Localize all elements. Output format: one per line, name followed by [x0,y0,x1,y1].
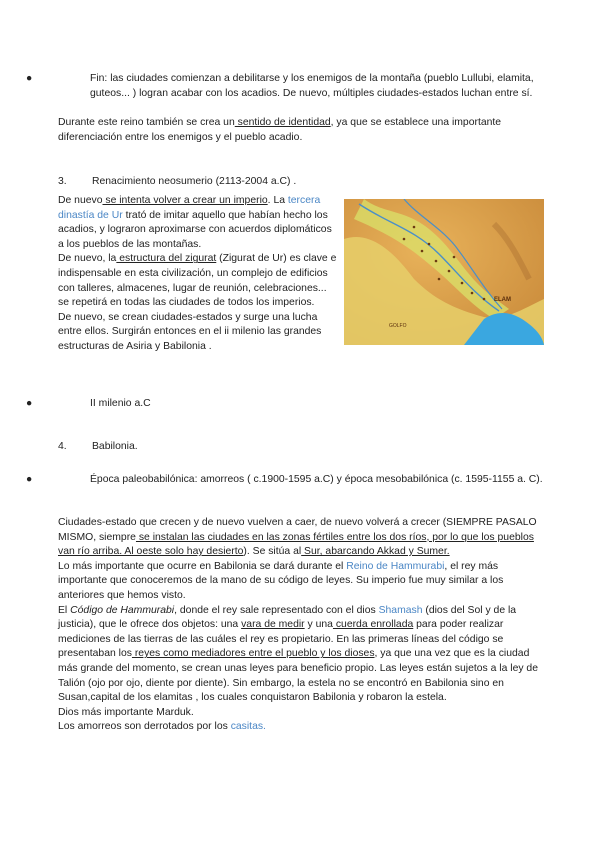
milenio-bullet [26,397,570,412]
section-4-heading [58,440,538,455]
fin-bullet [26,72,570,101]
identidad-paragraph [58,116,538,145]
map-svg [344,199,544,345]
cod-s6: , ya que una vez que es la ciudad más grande del momento, se crean unas leyes para beneficio propio. Las leyes están sujetos a la ley de Talión (ojo por ojo, diente por diente). Sin embargo, la estela no se encontró en Babilonia sino en Susan,capital de los elamitas , los cuales conquistaron Babilonia y robaron la estela. [58,648,538,704]
bullet-icon: ● [26,398,33,409]
neo-s4: De nuevo, la [58,253,117,265]
cod-italic: Código de Hammurabi [70,604,175,616]
neo-s3: trató de imitar aquello que habían hecho los acadios, y lograron aproximarse con acuerdos diplomáticos a los pueblos de las montañas. [58,209,332,250]
babilonia-text [58,516,538,735]
section-3-heading [58,175,538,190]
bullet-icon: ● [26,73,33,84]
identidad-pre: Durante este reino también se crea un [58,117,235,128]
reino-hammurabi-link[interactable]: Reino de Hammurabi [346,560,445,572]
cod-s1: El [58,604,71,616]
neo-s5: (Zigurat de Ur) es clave e indispensable en esta civilización, un complejo de edificios con talleres, almacenes, lugar de reunión, celebraciones... se repetirá en todas las ciudades de todos los imperios. [58,253,337,309]
neosumerio-text [58,194,340,355]
neosumerio-p2 [58,252,340,310]
identidad-underline: sentido de identidad [234,117,331,128]
fin-text: Fin: las ciudades comienzan a debilitarse y los enemigos de la montaña (pueblo Lullubi, elamita, guteos... ) logran acabar con los acadios. De nuevo, múltiples ciudades-estados luchan entre sí. [90,73,534,99]
cod-u1: vara de medir [241,619,305,631]
section-3-number: 3. [58,176,67,187]
ciu-s3: Lo más importante que ocurre en Babilonia se dará durante el [58,560,347,572]
ciudades-p1 [58,516,538,560]
epoca-bullet [26,473,570,488]
identidad-post: , ya que se establece una importante diferenciación entre los enemigos y el pueblo acadio. [58,117,502,143]
ciudades-p2 [58,560,538,604]
ciu-s1u: se instalan las ciudades en las zonas fértiles entre los dos ríos, por lo que los pueblos van río arriba. Al oeste solo hay desierto [58,531,534,558]
neo-s4u: estructura del zigurat [116,253,217,265]
map-label-elam: ELAM [494,297,511,303]
ciu-s4: , el rey más importante que conoceremos de la mano de su código de leyes. Su imperio fue muy similar a los anteriores que hemos visto. [58,560,504,601]
casitas-link[interactable]: casitas. [230,721,266,733]
map-label-golfo: GOLFO [389,323,407,329]
section-4-title: Babilonia. [92,441,138,452]
shamash-link[interactable]: Shamash [378,604,423,616]
cod-s5: para poder realizar mediciones de las tierras de las cuáles el rey es propietario. En las primeras líneas del código se presentaban los [58,619,504,660]
marduk-text: Dios más importante Marduk. [58,706,194,718]
codigo-paragraph [58,604,538,706]
ciu-s2u: Sur, abarcando Akkad y Sumer. [301,546,450,558]
ciu-s2: ). Se sitúa al [243,546,302,558]
marduk-paragraph [58,706,538,721]
milenio-text: II milenio a.C [90,398,151,409]
amo-s1: Los amorreos son derrotados por los [58,721,231,733]
mesopotamia-map [344,199,544,345]
neo-s2: . La [267,195,288,206]
cod-s3: (dios del Sol y de la justicia), que le ofrece dos objetos: una [58,604,517,631]
cod-u2: cuerda enrollada [332,619,414,631]
tercera-dinastia-link[interactable]: tercera dinastía de Ur [58,195,321,221]
neosumerio-p3 [58,311,340,355]
neosumerio-p1 [58,194,340,252]
neo-s1: De nuevo [58,195,103,206]
epoca-text: Época paleobabilónica: amorreos ( c.1900-1595 a.C) y época mesobabilónica (c. 1595-1155 a. C). [90,474,543,485]
cod-s2: , donde el rey sale representado con el dios [174,604,379,616]
neo-s1u: se intenta volver a crear un imperio [102,195,268,206]
section-4-number: 4. [58,441,67,452]
bullet-icon: ● [26,474,33,485]
amorreos-paragraph [58,720,538,735]
ciu-s1: Ciudades-estado que crecen y de nuevo vuelven a caer, de nuevo volverá a crecer (SIEMPRE PASALO MISMO, siempre [58,517,537,543]
neo-s6: De nuevo, se crean ciudades-estados y surge una lucha entre ellos. Surgirán entonces en el ii milenio las grandes estructuras de Asiria y Babilonia . [58,311,322,352]
cod-u3: reyes como mediadores entre el pueblo y los dioses [131,648,375,660]
cod-s4: y una [304,619,333,631]
section-3-title: Renacimiento neosumerio (2113-2004 a.C) . [92,176,297,187]
